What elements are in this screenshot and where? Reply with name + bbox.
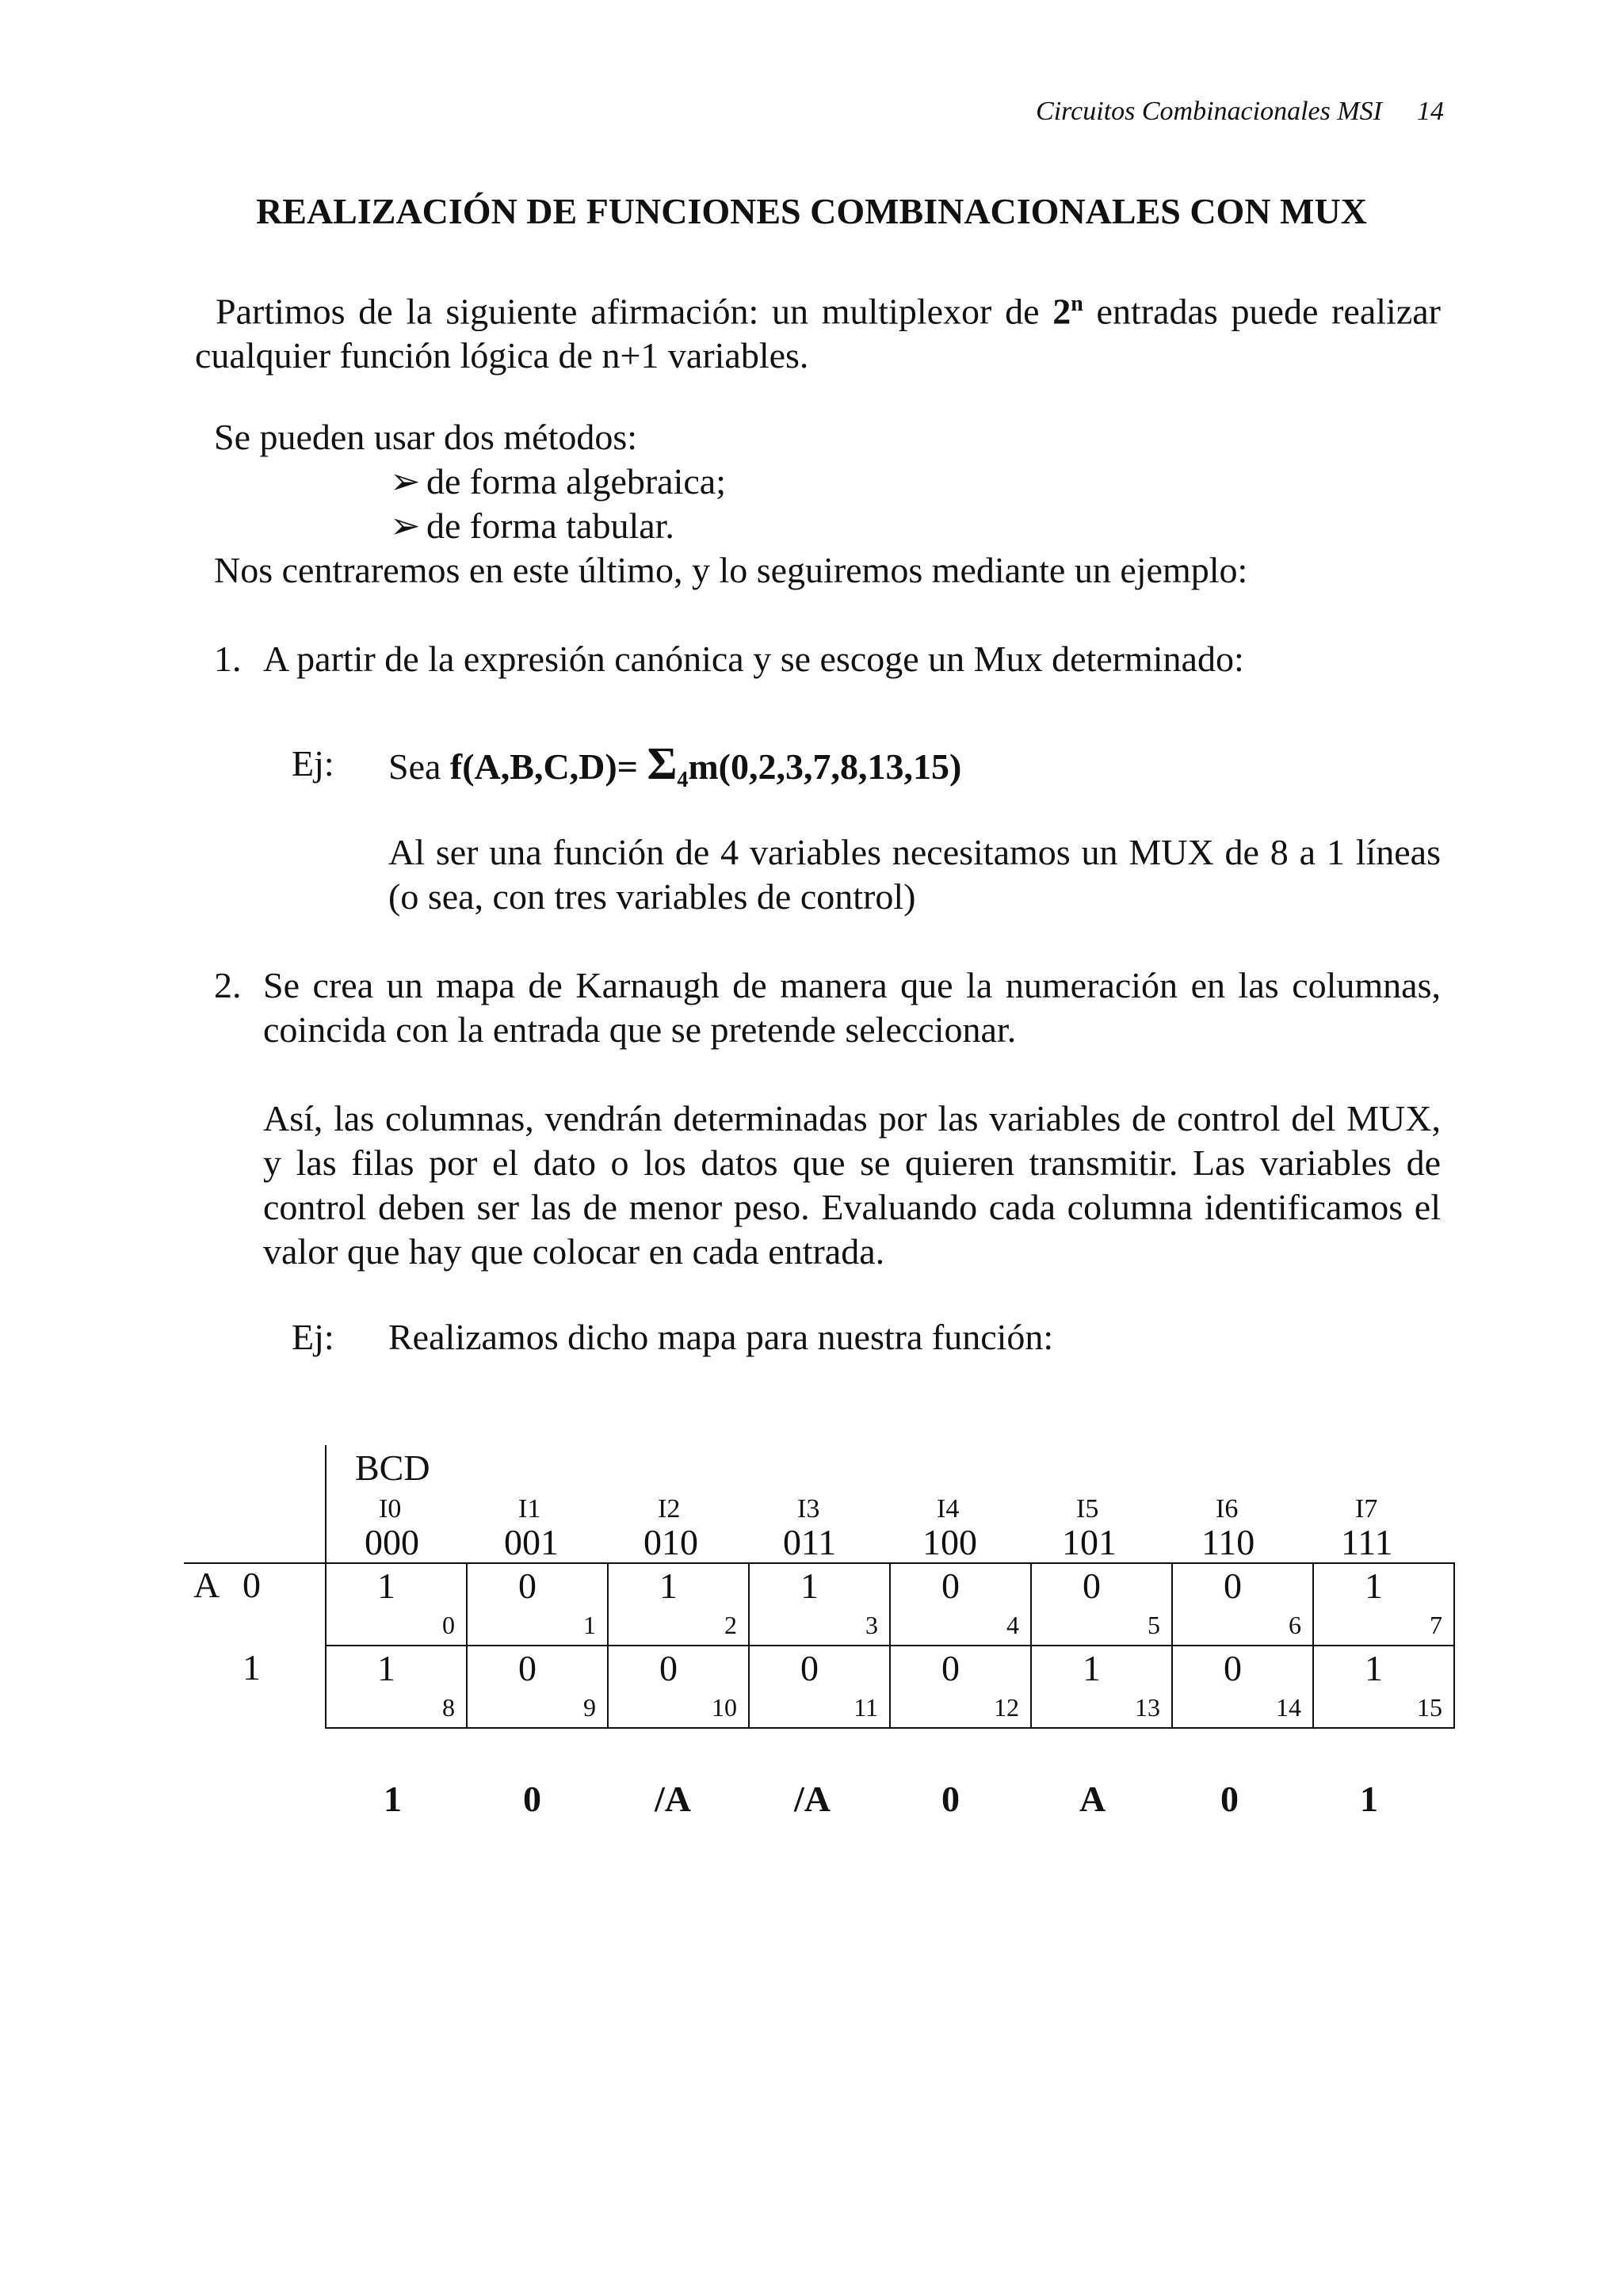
minterms: m(0,2,3,7,8,13,15) bbox=[688, 746, 962, 787]
kmap-cell-index: 15 bbox=[1417, 1693, 1442, 1722]
kmap-cell bbox=[1313, 1563, 1454, 1646]
step2-number: 2. bbox=[214, 965, 242, 1005]
kmap-cell-index: 6 bbox=[1289, 1611, 1301, 1639]
kmap-cell-value: 0 bbox=[941, 1648, 960, 1688]
step2-text: Se crea un mapa de Karnaugh de manera que la numeración en las columnas, coincida con la entrada que se pretende seleccionar. bbox=[263, 965, 1441, 1050]
step2-paragraph: Así, las columnas, vendrán determinadas por las variables de control del MUX, y las filas por el dato o los datos que se quieren transmitir. Las variables de control deben ser las de menor peso. Evaluando cada columna identificamos el valor que hay que colocar en cada entrada. bbox=[263, 1098, 1441, 1272]
kmap-cell-value: 0 bbox=[1224, 1648, 1242, 1688]
kmap-row-label: 1 bbox=[242, 1647, 261, 1688]
kmap-result: 1 bbox=[384, 1779, 402, 1819]
kmap-cell bbox=[1031, 1646, 1172, 1728]
kmap-result: 0 bbox=[1220, 1779, 1239, 1819]
kmap-cell-index: 13 bbox=[1135, 1693, 1160, 1722]
kmap-cell-value: 1 bbox=[1365, 1648, 1383, 1688]
kmap-input-label: I1 bbox=[518, 1494, 541, 1524]
kmap-row-label: 0 bbox=[242, 1565, 261, 1605]
kmap-cell-value: 0 bbox=[1224, 1566, 1242, 1606]
kmap-cell-value: 0 bbox=[1083, 1566, 1101, 1606]
methods-after: Nos centraremos en este último, y lo seguiremos mediante un ejemplo: bbox=[214, 550, 1248, 590]
kmap-cell bbox=[467, 1646, 608, 1728]
kmap-cell bbox=[749, 1646, 890, 1728]
intro-paragraph bbox=[195, 282, 1441, 378]
methods-lead: Se pueden usar dos métodos: bbox=[214, 417, 638, 457]
method-item-label: de forma algebraica; bbox=[426, 461, 726, 502]
function-name: f(A,B,C,D)= bbox=[449, 746, 647, 787]
kmap-code: 011 bbox=[783, 1522, 837, 1562]
kmap-code: 100 bbox=[922, 1522, 977, 1562]
power-base: 2 bbox=[1052, 291, 1071, 332]
kmap-cell-index: 11 bbox=[854, 1693, 878, 1722]
kmap-cell-value: 1 bbox=[1083, 1648, 1101, 1688]
kmap-cell-value: 0 bbox=[518, 1648, 537, 1688]
kmap-code: 101 bbox=[1062, 1522, 1117, 1562]
ej-label-2: Ej: bbox=[292, 1317, 334, 1357]
kmap-input-label: I2 bbox=[658, 1494, 681, 1524]
kmap-input-label: I3 bbox=[797, 1494, 820, 1524]
kmap-row-var: A bbox=[193, 1565, 220, 1605]
kmap-input-label: I4 bbox=[937, 1494, 960, 1524]
kmap-result: /A bbox=[794, 1779, 831, 1819]
kmap-result: A bbox=[1079, 1779, 1106, 1819]
kmap-cell bbox=[890, 1646, 1031, 1728]
karnaugh-map-grid bbox=[325, 1562, 1455, 1729]
kmap-cell-value: 0 bbox=[518, 1566, 537, 1606]
kmap-cell-value: 1 bbox=[1365, 1566, 1383, 1606]
kmap-cell-index: 3 bbox=[865, 1611, 878, 1639]
method-item-algebraic bbox=[390, 460, 726, 504]
kmap-result: 1 bbox=[1360, 1779, 1378, 1819]
kmap-cell-index: 8 bbox=[442, 1693, 455, 1722]
kmap-cell-value: 1 bbox=[377, 1566, 395, 1606]
kmap-cell bbox=[326, 1646, 467, 1728]
arrow-bullet-icon: ➢ bbox=[390, 461, 421, 502]
sigma-subscript: 4 bbox=[677, 768, 689, 793]
kmap-cell-index: 7 bbox=[1430, 1611, 1442, 1639]
kmap-cell bbox=[1313, 1646, 1454, 1728]
page-number: 14 bbox=[1417, 97, 1444, 126]
kmap-input-label: I6 bbox=[1216, 1494, 1239, 1524]
power-exp: n bbox=[1071, 292, 1083, 316]
kmap-result: /A bbox=[655, 1779, 691, 1819]
kmap-result: 0 bbox=[523, 1779, 541, 1819]
kmap-cell-value: 0 bbox=[941, 1566, 960, 1606]
kmap-cell-index: 9 bbox=[583, 1693, 596, 1722]
sigma-symbol: Σ bbox=[647, 738, 678, 789]
kmap-cell bbox=[749, 1563, 890, 1646]
kmap-cell-index: 2 bbox=[724, 1611, 737, 1639]
ej-label-1: Ej: bbox=[292, 743, 334, 784]
kmap-input-label: I7 bbox=[1355, 1494, 1378, 1524]
kmap-input-label: I5 bbox=[1076, 1494, 1099, 1524]
running-header bbox=[1036, 97, 1444, 127]
arrow-bullet-icon: ➢ bbox=[390, 505, 421, 546]
kmap-cell bbox=[608, 1646, 749, 1728]
intro-suffix: entradas puede realizar cualquier función lógica de n+1 variables. bbox=[195, 291, 1441, 376]
kmap-cell bbox=[1031, 1563, 1172, 1646]
kmap-cell-index: 10 bbox=[712, 1693, 737, 1722]
step1-number: 1. bbox=[214, 639, 242, 679]
kmap-input-label: I0 bbox=[379, 1494, 402, 1524]
kmap-vertical-axis bbox=[325, 1445, 327, 1562]
step1-text: A partir de la expresión canónica y se escoge un Mux determinado: bbox=[263, 639, 1244, 679]
kmap-cell-index: 14 bbox=[1276, 1693, 1301, 1722]
function-definition bbox=[388, 738, 962, 803]
sea-label: Sea bbox=[388, 746, 450, 787]
kmap-cell bbox=[467, 1563, 608, 1646]
kmap-cell bbox=[1172, 1563, 1313, 1646]
kmap-cell-value: 1 bbox=[659, 1566, 678, 1606]
method-item-label: de forma tabular. bbox=[426, 505, 674, 546]
kmap-cell-index: 12 bbox=[994, 1693, 1019, 1722]
kmap-cell-value: 0 bbox=[659, 1648, 678, 1688]
method-item-tabular bbox=[390, 504, 674, 548]
kmap-code: 111 bbox=[1341, 1522, 1393, 1562]
kmap-row bbox=[326, 1563, 1454, 1646]
kmap-code: 010 bbox=[643, 1522, 698, 1562]
kmap-result: 0 bbox=[941, 1779, 960, 1819]
kmap-cell-index: 0 bbox=[442, 1611, 455, 1639]
step1-explanation: Al ser una función de 4 variables necesitamos un MUX de 8 a 1 líneas (o sea, con tres variables de control) bbox=[388, 832, 1441, 917]
kmap-col-var: BCD bbox=[355, 1447, 430, 1488]
header-section: Circuitos Combinacionales MSI bbox=[1036, 97, 1382, 126]
kmap-cell-value: 0 bbox=[800, 1648, 819, 1688]
kmap-cell-value: 1 bbox=[377, 1648, 395, 1688]
kmap-row bbox=[326, 1646, 1454, 1728]
kmap-cell bbox=[1172, 1646, 1313, 1728]
kmap-cell-index: 1 bbox=[583, 1611, 596, 1639]
intro-prefix: Partimos de la siguiente afirmación: un multiplexor de bbox=[216, 291, 1053, 332]
kmap-cell bbox=[608, 1563, 749, 1646]
kmap-cell-index: 4 bbox=[1006, 1611, 1019, 1639]
kmap-code: 000 bbox=[365, 1522, 419, 1562]
kmap-cell bbox=[890, 1563, 1031, 1646]
section-title: REALIZACIÓN DE FUNCIONES COMBINACIONALES CON MUX bbox=[256, 191, 1367, 231]
kmap-cell-value: 1 bbox=[800, 1566, 819, 1606]
ej-text-2: Realizamos dicho mapa para nuestra función: bbox=[388, 1317, 1054, 1357]
kmap-cell-index: 5 bbox=[1148, 1611, 1160, 1639]
kmap-code: 001 bbox=[504, 1522, 559, 1562]
kmap-cell bbox=[326, 1563, 467, 1646]
kmap-code: 110 bbox=[1201, 1522, 1255, 1562]
